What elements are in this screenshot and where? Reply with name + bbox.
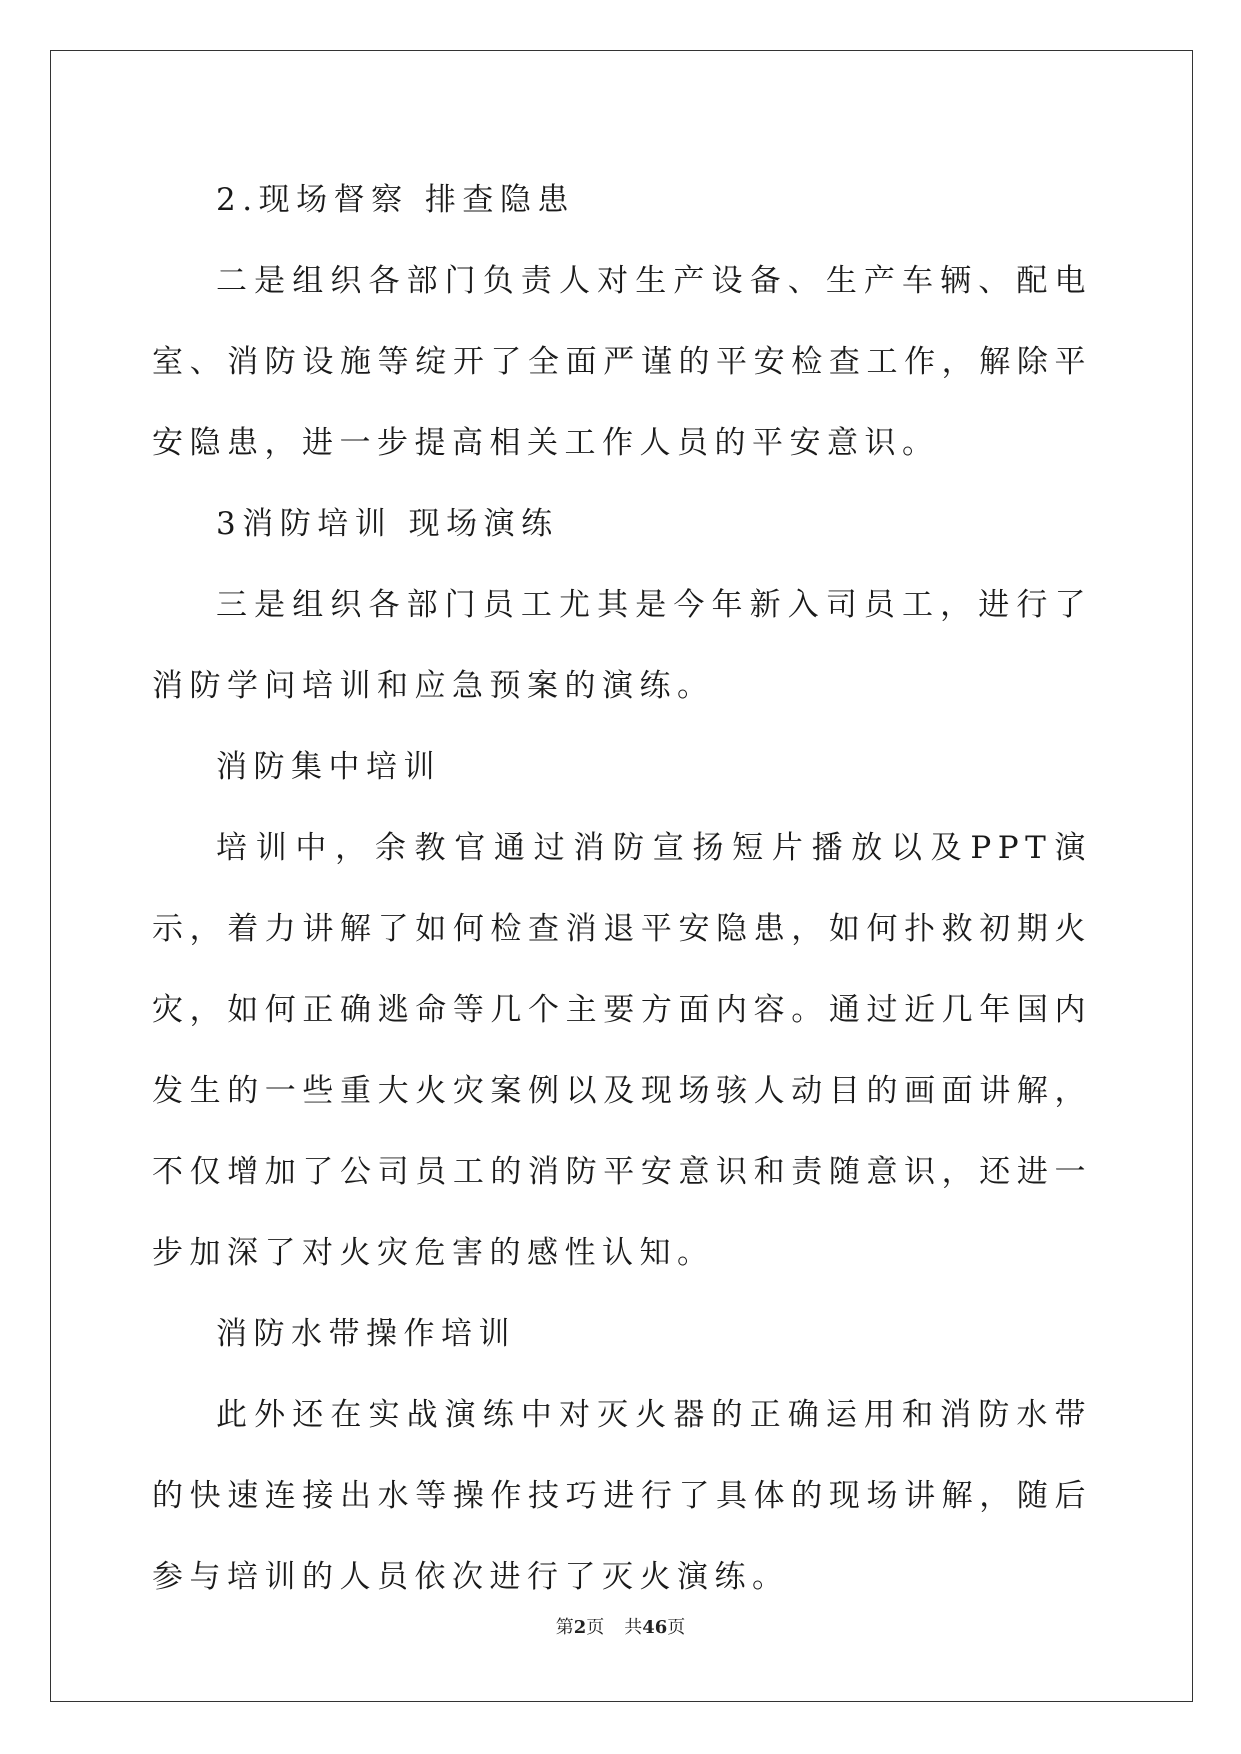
page-number: 2 — [573, 1617, 587, 1638]
section-heading: 2.现场督察 排查隐患 — [216, 182, 575, 218]
page-footer — [0, 1613, 1241, 1639]
section-heading: 3消防培训 现场演练 — [216, 506, 559, 542]
section-heading: 消防水带操作培训 — [216, 1316, 516, 1352]
document-body — [152, 160, 1092, 1618]
total-prefix: 共 — [624, 1617, 643, 1638]
page-prefix: 第 — [555, 1617, 574, 1638]
total-pages: 46 — [642, 1617, 668, 1638]
paragraph: 此外还在实战演练中对灭火器的正确运用和消防水带的快速连接出水等操作技巧进行了具体的现场讲解，随后参与培训的人员依次进行了灭火演练。 — [152, 1397, 1092, 1595]
paragraph: 二是组织各部门负责人对生产设备、生产车辆、配电室、消防设施等绽开了全面严谨的平安检查工作，解除平安隐患，进一步提高相关工作人员的平安意识。 — [152, 263, 1092, 461]
paragraph: 培训中，余教官通过消防宣扬短片播放以及PPT演示，着力讲解了如何检查消退平安隐患，如何扑救初期火灾，如何正确逃命等几个主要方面内容。通过近几年国内发生的一些重大火灾案例以及现场骇人动目的画面讲解，不仅增加了公司员工的消防平安意识和责随意识，还进一步加深了对火灾危害的感性认知。 — [152, 830, 1092, 1271]
paragraph: 三是组织各部门员工尤其是今年新入司员工，进行了消防学问培训和应急预案的演练。 — [152, 587, 1092, 704]
page-suffix: 页 — [586, 1617, 605, 1638]
total-suffix: 页 — [667, 1617, 686, 1638]
section-heading: 消防集中培训 — [216, 749, 441, 785]
